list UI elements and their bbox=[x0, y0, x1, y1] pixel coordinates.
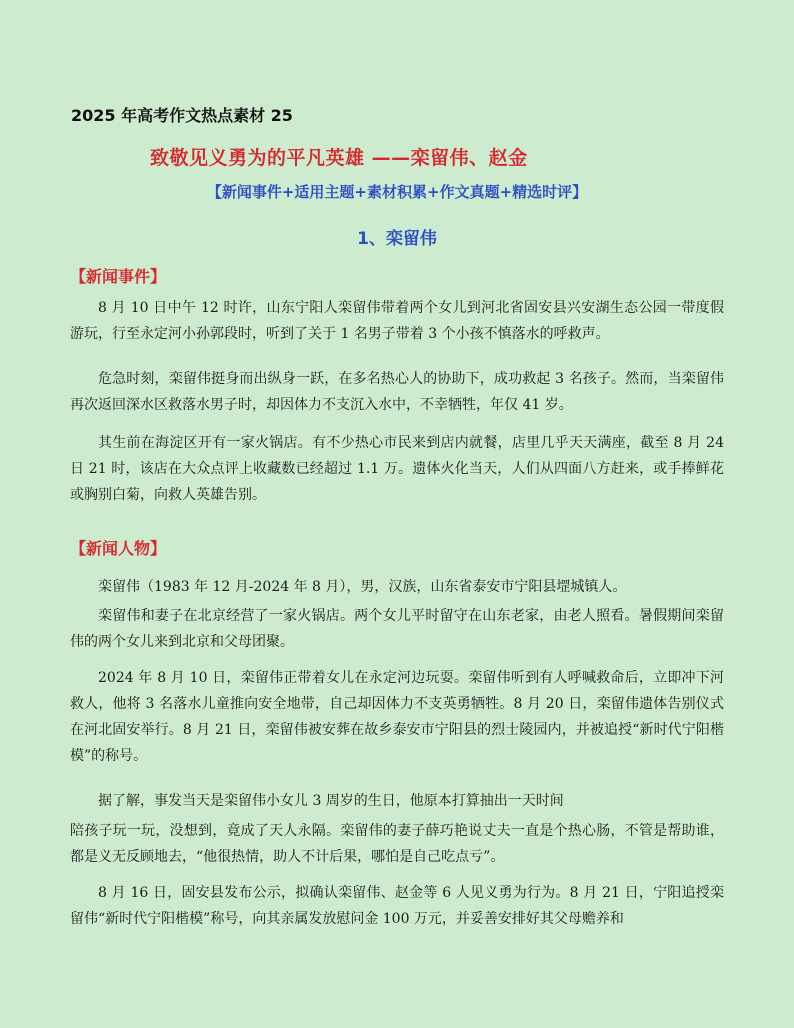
news-person-paragraph: 8 月 16 日，固安县发布公示，拟确认栾留伟、赵金等 6 人见义勇为行为。8 月 21 日，宁阳追授栾留伟“新时代宁阳楷模”称号，向其亲属发放慰问金 100 万元，并妥善安排好其父母赡养和 bbox=[70, 885, 724, 927]
section-heading: 1、栾留伟 bbox=[357, 229, 437, 249]
news-person-paragraph: 栾留伟和妻子在北京经营了一家火锅店。两个女儿平时留守在山东老家，由老人照看。暑假期间栾留伟的两个女儿来到北京和父母团聚。 bbox=[70, 608, 724, 650]
main-heading: 致敬见义勇为的平凡英雄 ——栾留伟、赵金 bbox=[150, 147, 528, 169]
subtitle: 【新闻事件+适用主题+素材积累+作文真题+精选时评】 bbox=[206, 183, 588, 201]
news-person-paragraph: 栾留伟（1983 年 12 月-2024 年 8 月），男，汉族，山东省泰安市宁阳县堽城镇人。 bbox=[98, 579, 627, 595]
document-title: 2025 年高考作文热点素材 25 bbox=[71, 106, 293, 125]
news-person-paragraph: 陪孩子玩一玩，没想到，竟成了天人永隔。栾留伟的妻子薛巧艳说丈夫一直是个热心肠，不管是帮助谁，都是义无反顾地去，“他很热情，助人不计后果，哪怕是自己吃点亏”。 bbox=[70, 823, 724, 865]
news-person-paragraph: 据了解，事发当天是栾留伟小女儿 3 周岁的生日，他原本打算抽出一天时间 bbox=[98, 793, 564, 809]
news-event-paragraph: 危急时刻，栾留伟挺身而出纵身一跃，在多名热心人的协助下，成功救起 3 名孩子。然而，当栾留伟再次返回深水区救落水男子时，却因体力不支沉入水中，不幸牺牲，年仅 41 岁。 bbox=[70, 371, 724, 413]
news-event-paragraph: 8 月 10 日中午 12 时许，山东宁阳人栾留伟带着两个女儿到河北省固安县兴安湖生态公园一带度假游玩，行至永定河小孙郭段时，听到了关于 1 名男子带着 3 个小孩不慎落水的呼救声。 bbox=[70, 300, 724, 342]
news-person-label: 【新闻人物】 bbox=[70, 539, 167, 558]
news-event-paragraph: 其生前在海淀区开有一家火锅店。有不少热心市民来到店内就餐，店里几乎天天满座，截至 8 月 24 日 21 时，该店在大众点评上收藏数已经超过 1.1 万。遗体火化当天，人们从四面八方赶来，或手捧鲜花 或胸别白菊，向救人英雄告别。 bbox=[70, 435, 724, 503]
news-event-label: 【新闻事件】 bbox=[70, 267, 167, 286]
news-person-paragraph: 2024 年 8 月 10 日，栾留伟正带着女儿在永定河边玩耍。栾留伟听到有人呼喊救命后，立即冲下河救人，他将 3 名落水儿童推向安全地带，自己却因体力不支英勇牺牲。8 月 20 日，栾留伟遗体告别仪式在河北固安举行。8 月 21 日，栾留伟被安葬在故乡泰安市宁阳县的烈士陵园内，并被追授“新时代宁阳楷模”的称号。 bbox=[70, 670, 724, 764]
